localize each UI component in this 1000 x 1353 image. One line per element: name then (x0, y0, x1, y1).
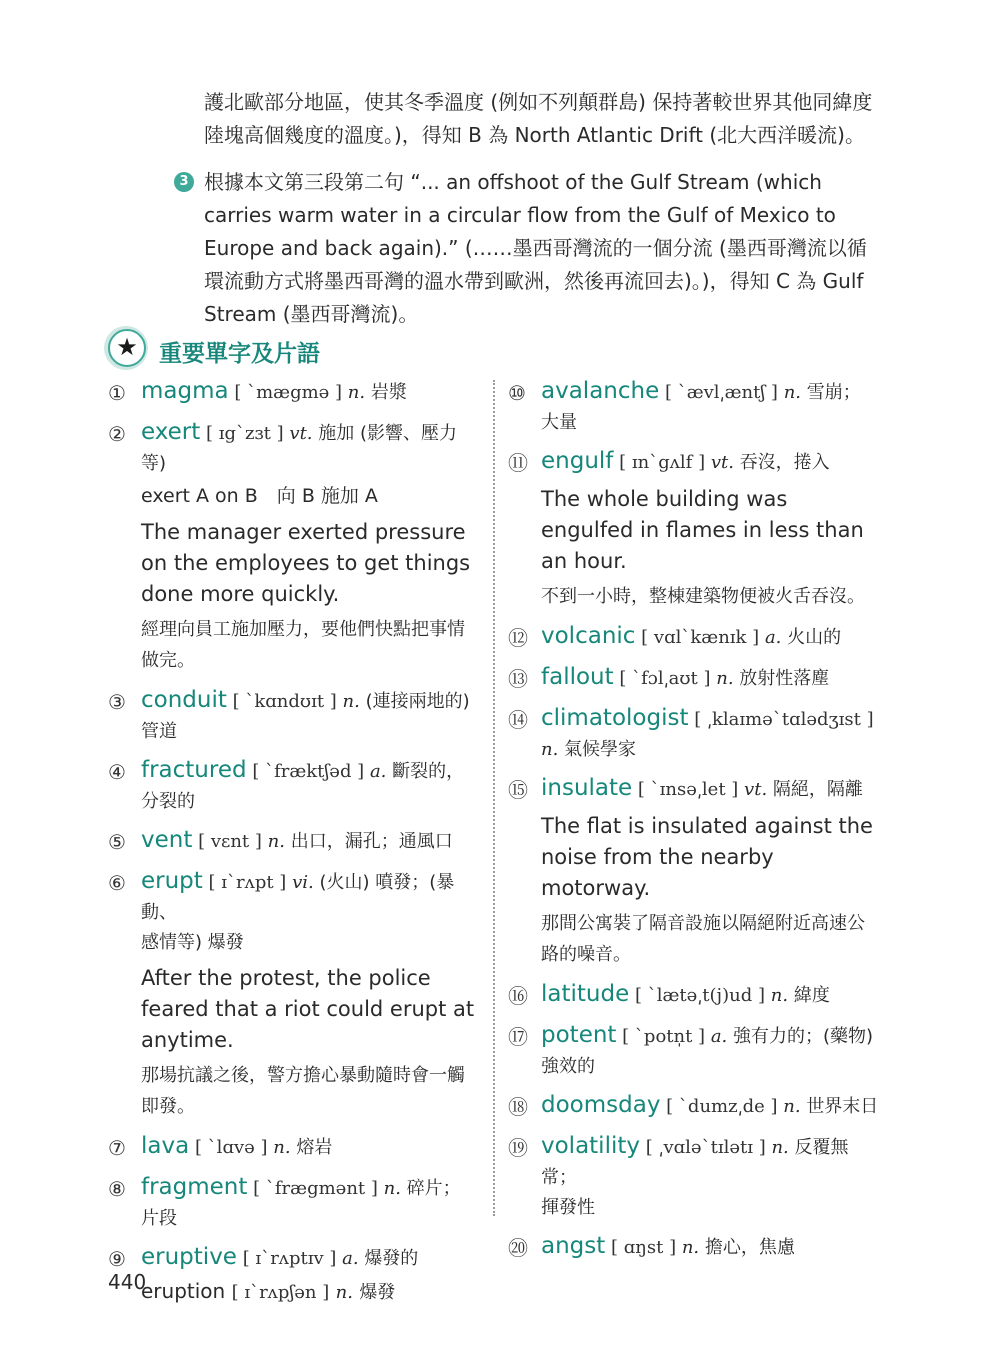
part-of-speech: n. (681, 1237, 700, 1258)
definition: 火山的 (787, 627, 842, 648)
example-sentence-zh: 那間公寓裝了隔音設施以隔絕附近高速公路的噪音。 (541, 913, 865, 965)
vocab-entry (108, 1172, 480, 1233)
vocab-entry (508, 773, 880, 970)
pronunciation: [ ͵vɑləˋtɪlətɪ ] (645, 1137, 766, 1158)
definition-continued (141, 787, 480, 816)
star-icon: ★ (104, 326, 148, 370)
vocab-entry (108, 825, 480, 857)
entry-number: ⑭ (508, 708, 528, 732)
entry-headline (541, 1090, 880, 1122)
phrase-usage: exert A on B 向 B 施加 A (141, 485, 378, 507)
part-of-speech: n. (770, 985, 789, 1006)
vocab-entry (508, 1020, 880, 1081)
entry-number: ⑤ (108, 830, 126, 854)
vocab-column-right (508, 376, 880, 1272)
vocab-word: conduit (141, 687, 227, 713)
pronunciation: [ ɪgˋzɜt ] (206, 423, 284, 444)
part-of-speech: n. (783, 1096, 801, 1117)
definition: 強有力的；(藥物) (733, 1026, 874, 1047)
definition-line-2: 強效的 (541, 1056, 595, 1077)
pronunciation: [ vɛnt ] (198, 831, 262, 852)
definition: 放射性落塵 (739, 668, 830, 689)
entry-number: ⑦ (108, 1136, 126, 1160)
pronunciation: [ ˋævl͵æntʃ ] (664, 382, 778, 403)
entry-number: ⑮ (508, 778, 528, 802)
entry-number: ⑯ (508, 984, 528, 1008)
vocab-word: avalanche (541, 378, 660, 404)
entry-number: ② (108, 422, 126, 446)
example-sentence-zh: 不到一小時，整棟建築物便被火舌吞沒。 (541, 586, 865, 607)
example-sentence-zh: 經理向員工施加壓力，要他們快點把事情做完。 (141, 619, 465, 671)
part-of-speech: vt. (744, 779, 768, 800)
part-of-speech: a. (369, 761, 387, 782)
pronunciation: [ ˋfrægmənt ] (253, 1178, 378, 1199)
entry-headline (141, 685, 480, 717)
vocab-word: latitude (541, 981, 630, 1007)
part-of-speech: n. (342, 691, 360, 712)
vocab-entry (108, 755, 480, 816)
vocab-entry (508, 376, 880, 437)
entry-number: ⑫ (508, 626, 528, 650)
part-of-speech: n. (347, 382, 366, 403)
vocab-word: magma (141, 378, 229, 404)
pronunciation: [ ɪˋrʌpt ] (208, 872, 287, 893)
part-of-speech: vt. (710, 452, 734, 473)
part-of-speech: n. (273, 1137, 291, 1158)
vocab-entry (508, 703, 880, 764)
entry-number: ④ (108, 760, 126, 784)
pronunciation: [ ˋdumz͵de ] (666, 1096, 778, 1117)
question-3-text: 根據本文第三段第二句 “... an offshoot of the Gulf Stream (which carries warm water in a circular flow from the Gulf of Mexico to Europe and back again).” (……墨西哥灣流的一個分流 (墨西哥灣流以循環流動方式將墨西哥灣的溫水帶到歐洲，然後再流回去)。)，得知 C 為 Gulf Stream (墨西哥灣流)。 (204, 170, 867, 326)
pronunciation: [ ˋfɔl͵aʊt ] (619, 668, 711, 689)
pronunciation: [ ˋɪnsə͵let ] (637, 779, 739, 800)
pronunciation: [ ɪnˋgʌlf ] (619, 452, 706, 473)
definition: 爆發的 (364, 1248, 419, 1269)
entry-headline (541, 979, 880, 1011)
definition-continued (541, 735, 880, 764)
vocab-word: doomsday (541, 1092, 661, 1118)
example-sentence-en: After the protest, the police feared that a riot could erupt at anytime. (141, 966, 475, 1052)
part-of-speech: n. (383, 1178, 401, 1199)
example-sentence-en: The whole building was engulfed in flames in less than an hour. (541, 487, 864, 573)
vocab-entry (508, 662, 880, 694)
vocab-word: angst (541, 1233, 606, 1259)
entry-number: ⑳ (508, 1236, 528, 1260)
vocab-word: volatility (541, 1133, 640, 1159)
pronunciation: [ ˋlɑvə ] (194, 1137, 268, 1158)
pronunciation: [ vɑlˋkænɪk ] (641, 627, 760, 648)
part-of-speech: n. (783, 382, 802, 403)
example-sentence-zh: 那場抗議之後，警方擔心暴動隨時會一觸即發。 (141, 1065, 465, 1117)
vocab-word: volcanic (541, 623, 636, 649)
entry-headline (541, 662, 880, 694)
entry-headline (141, 1131, 480, 1163)
vocab-entry (108, 866, 480, 1122)
definition: 擔心，焦慮 (704, 1237, 795, 1258)
definition: 碎片； (406, 1178, 461, 1199)
pronunciation: [ ɪˋrʌptɪv ] (242, 1248, 337, 1269)
entry-number: ⑩ (508, 381, 526, 405)
part-of-speech: n. (541, 739, 559, 760)
definition: 熔岩 (296, 1137, 333, 1158)
page-number: 440 (108, 1270, 147, 1294)
definition: (連接兩地的) (365, 691, 470, 712)
entry-headline (141, 417, 480, 479)
vocab-entry (508, 1090, 880, 1122)
definition-continued (141, 1204, 480, 1233)
part-of-speech: n. (771, 1137, 789, 1158)
definition-line-2: 揮發性 (541, 1197, 595, 1218)
part-of-speech: n. (716, 668, 734, 689)
derived-word-text: eruption (141, 1279, 226, 1303)
definition-line-2: 管道 (141, 721, 177, 742)
derived-definition: 爆發 (359, 1282, 396, 1303)
vocab-entry (108, 1131, 480, 1163)
entry-number: ⑥ (108, 871, 126, 895)
entry-number: ⑧ (108, 1177, 126, 1201)
entry-number: ⑲ (508, 1136, 528, 1160)
explanation-text (179, 86, 880, 331)
definition: 斷裂的， (392, 761, 465, 782)
definition-line-2: 感情等) 爆發 (141, 932, 244, 953)
pronunciation: [ ɑŋst ] (611, 1237, 677, 1258)
definition-line-2: 氣候學家 (564, 739, 637, 760)
entry-headline (141, 755, 480, 787)
vocab-word: potent (541, 1022, 617, 1048)
entry-number: ① (108, 381, 126, 405)
entry-number: ⑨ (108, 1247, 126, 1271)
definition: 隔絕，隔離 (772, 779, 863, 800)
definition-continued (541, 1052, 880, 1081)
section-title: 重要單字及片語 (159, 341, 320, 367)
vocab-word: fallout (541, 664, 614, 690)
vocab-word: lava (141, 1133, 190, 1159)
entry-headline (541, 1020, 880, 1052)
explanation-paragraph: 護北歐部分地區，使其冬季溫度 (例如不列顛群島) 保持著較世界其他同緯度陸塊高個幾度的溫度。)，得知 B 為 North Atlantic Drift (北大西洋暖流)。 (204, 90, 873, 147)
entry-headline (141, 866, 480, 928)
part-of-speech: vt. (289, 423, 313, 444)
part-of-speech: a. (764, 627, 782, 648)
definition: 吞沒，捲入 (739, 452, 830, 473)
vocab-entry (508, 1131, 880, 1222)
entry-number: ⑱ (508, 1095, 528, 1119)
definition: (火山) 噴發；(暴動、 (141, 872, 455, 923)
definition-continued (541, 1193, 880, 1222)
vocab-entry (508, 621, 880, 653)
definition-line-2: 分裂的 (141, 791, 195, 812)
part-of-speech: a. (342, 1248, 359, 1269)
entry-headline (541, 376, 880, 408)
definition-continued (141, 928, 480, 957)
definition-line-2: 片段 (141, 1208, 177, 1229)
pronunciation: [ ˋpotn̩t ] (622, 1026, 706, 1047)
vocab-word: climatologist (541, 705, 689, 731)
example-sentence-en: The flat is insulated against the noise from the nearby motorway. (541, 814, 873, 900)
vocab-entry (108, 376, 480, 408)
entry-headline (141, 1172, 480, 1204)
part-of-speech: a. (710, 1026, 728, 1047)
pronunciation: [ ˋfræktʃəd ] (252, 761, 365, 782)
example-sentence-en: The manager exerted pressure on the employees to get things done more quickly. (141, 520, 471, 606)
vocab-entry (108, 1242, 480, 1310)
vocab-word: engulf (541, 448, 614, 474)
vocab-word: fragment (141, 1174, 248, 1200)
entry-headline (141, 376, 480, 408)
definition-line-2: 大量 (541, 412, 577, 433)
part-of-speech: vi. (292, 872, 314, 893)
pronunciation: [ ˋkɑndʊɪt ] (232, 691, 337, 712)
entry-headline (541, 446, 880, 478)
definition-continued (541, 408, 880, 437)
vocab-column-left (108, 376, 480, 1319)
pronunciation: [ ˋlætə͵t(j)ud ] (634, 985, 766, 1006)
entry-headline (141, 1242, 480, 1274)
definition: 緯度 (793, 985, 830, 1006)
definition: 雪崩； (806, 382, 861, 403)
pronunciation: [ ˋmægmə ] (234, 382, 343, 403)
question-number-badge: 3 (174, 172, 194, 192)
entry-headline (141, 825, 480, 857)
entry-headline (541, 773, 880, 805)
entry-number: ③ (108, 690, 126, 714)
definition: 岩漿 (370, 382, 407, 403)
entry-number: ⑬ (508, 667, 528, 691)
vocab-word: vent (141, 827, 193, 853)
column-divider (493, 380, 495, 1216)
entry-headline (541, 1231, 880, 1263)
vocab-entry (108, 417, 480, 676)
definition: 出口，漏孔；通風口 (290, 831, 453, 852)
part-of-speech: n. (267, 831, 285, 852)
definition: 世界末日 (806, 1096, 879, 1117)
entry-headline (541, 621, 880, 653)
definition-continued (141, 717, 480, 746)
derived-pronunciation: [ ɪˋrʌpʃən ] (231, 1282, 330, 1303)
definition: 反覆無常； (541, 1137, 849, 1188)
vocab-entry (508, 446, 880, 612)
vocab-word: erupt (141, 868, 203, 894)
vocab-word: exert (141, 419, 201, 445)
entry-headline (541, 1131, 880, 1193)
derived-part-of-speech: n. (335, 1282, 353, 1303)
derived-word (141, 1274, 480, 1310)
vocab-entry (508, 979, 880, 1011)
question-3-explanation (179, 166, 880, 331)
definition: 施加 (影響、壓力等) (141, 423, 458, 474)
vocab-entry (508, 1231, 880, 1263)
vocab-entry (108, 685, 480, 746)
vocab-word: insulate (541, 775, 633, 801)
pronunciation: [ ͵klaɪməˋtɑlədʒɪst ] (694, 709, 874, 730)
vocab-word: eruptive (141, 1244, 237, 1270)
vocab-word: fractured (141, 757, 247, 783)
entry-number: ⑪ (508, 451, 528, 475)
entry-headline (541, 703, 880, 735)
entry-number: ⑰ (508, 1025, 528, 1049)
